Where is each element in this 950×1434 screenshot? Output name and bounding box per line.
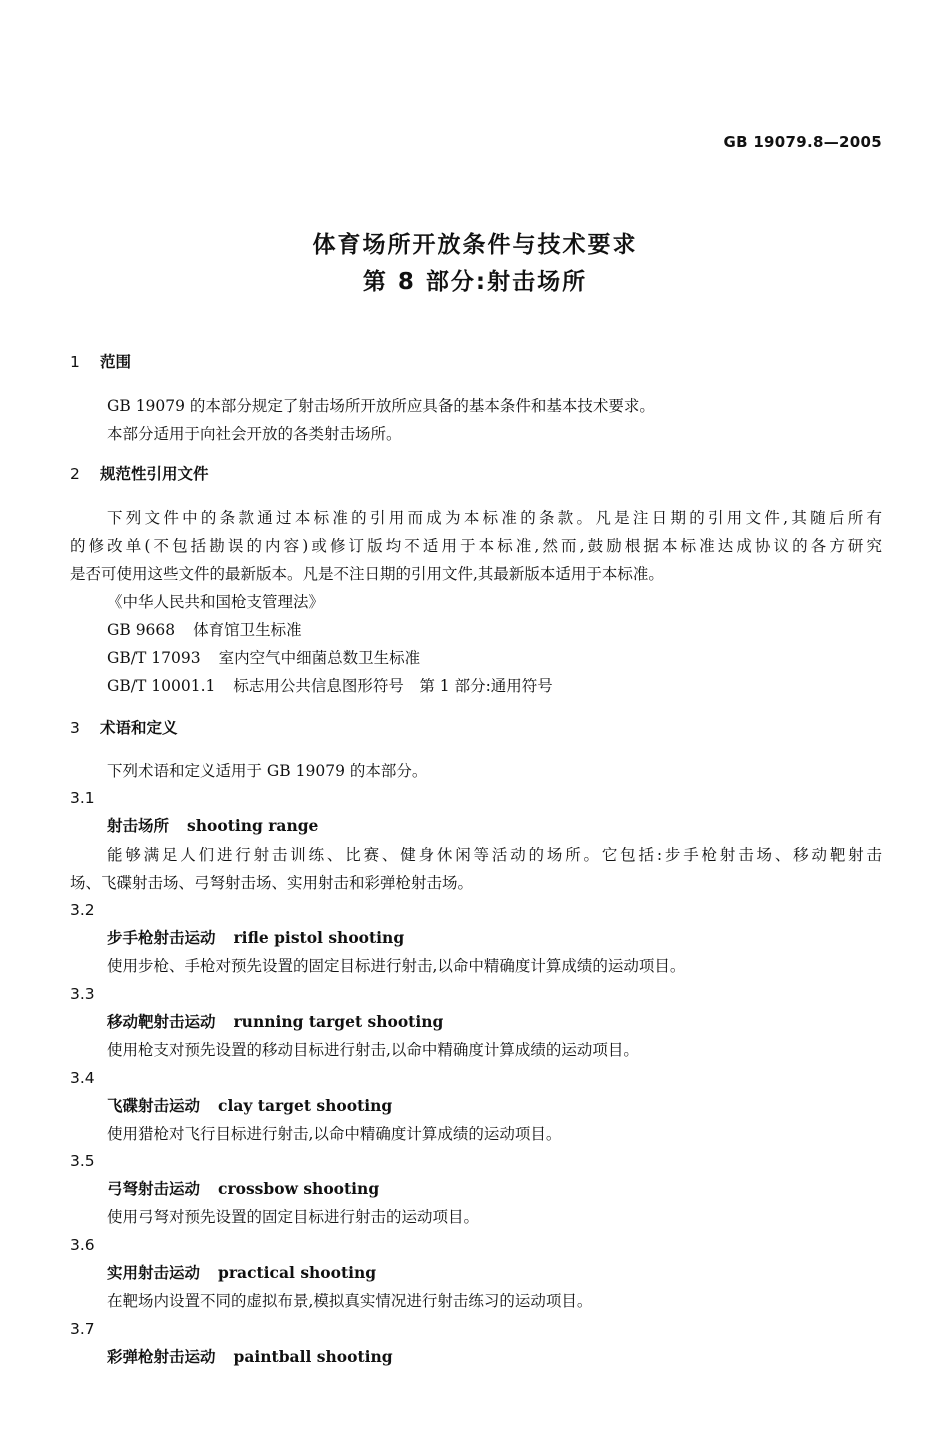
- term-chinese: 步手枪射击运动: [107, 929, 216, 947]
- term-english: rifle pistol shooting: [233, 928, 405, 947]
- section-2-heading: [70, 464, 882, 484]
- definition-line: 能够满足人们进行射击训练、比赛、健身休闲等活动的场所。它包括:步手枪射击场、移动靶射击: [107, 846, 882, 864]
- term-line: [107, 1179, 882, 1199]
- term-line: [107, 1263, 882, 1283]
- section-number: 1: [70, 353, 80, 371]
- reference-item: [107, 676, 882, 696]
- term-english: running target shooting: [233, 1012, 444, 1031]
- section-1-heading: [70, 352, 882, 372]
- section-number: 2: [70, 465, 80, 483]
- reference-code: GB/T 17093: [107, 649, 201, 667]
- term-chinese: 实用射击运动: [107, 1264, 201, 1282]
- term-line: [107, 1096, 882, 1116]
- document-code: GB 19079.8—2005: [723, 133, 882, 151]
- reference-code: GB 9668: [107, 621, 176, 639]
- term-chinese: 移动靶射击运动: [107, 1013, 216, 1031]
- section-title: 术语和定义: [100, 719, 178, 737]
- paragraph-line: 下列文件中的条款通过本标准的引用而成为本标准的条款。凡是注日期的引用文件,其随后所有: [107, 509, 882, 527]
- clause-number: 3.7: [70, 1320, 95, 1338]
- reference-title: 体育馆卫生标准: [193, 621, 302, 639]
- term-english: crossbow shooting: [218, 1179, 380, 1198]
- clause-number: 3.3: [70, 985, 95, 1003]
- clause-number: 3.5: [70, 1152, 95, 1170]
- section-title: 规范性引用文件: [100, 465, 209, 483]
- clause-number: 3.2: [70, 901, 95, 919]
- clause-number: 3.1: [70, 789, 95, 807]
- section-number: 3: [70, 719, 80, 737]
- definition-line: 使用猎枪对飞行目标进行射击,以命中精确度计算成绩的运动项目。: [107, 1125, 562, 1143]
- term-english: clay target shooting: [218, 1096, 393, 1115]
- term-chinese: 彩弹枪射击运动: [107, 1348, 216, 1366]
- reference-title: 标志用公共信息图形符号 第 1 部分:通用符号: [233, 677, 553, 695]
- term-line: [107, 816, 882, 836]
- reference-code: GB/T 10001.1: [107, 677, 216, 695]
- term-chinese: 飞碟射击运动: [107, 1097, 201, 1115]
- term-chinese: 射击场所: [107, 817, 170, 835]
- term-line: [107, 1012, 882, 1032]
- definition-line: 使用弓弩对预先设置的固定目标进行射击的运动项目。: [107, 1208, 480, 1226]
- paragraph-line: 是否可使用这些文件的最新版本。凡是不注日期的引用文件,其最新版本适用于本标准。: [70, 565, 664, 583]
- reference-item: [107, 648, 882, 668]
- clause-number: 3.4: [70, 1069, 95, 1087]
- reference-title: 《中华人民共和国枪支管理法》: [107, 593, 325, 611]
- paragraph: GB 19079 的本部分规定了射击场所开放所应具备的基本条件和基本技术要求。: [107, 397, 655, 415]
- term-english: shooting range: [187, 816, 319, 835]
- term-line: [107, 1347, 882, 1367]
- term-english: paintball shooting: [233, 1347, 393, 1366]
- section-3-heading: [70, 718, 882, 738]
- section-title: 范围: [100, 353, 132, 371]
- paragraph: 本部分适用于向社会开放的各类射击场所。: [107, 425, 402, 443]
- term-english: practical shooting: [218, 1263, 377, 1282]
- clause-number: 3.6: [70, 1236, 95, 1254]
- term-line: [107, 928, 882, 948]
- reference-item: [107, 592, 882, 612]
- reference-title: 室内空气中细菌总数卫生标准: [218, 649, 421, 667]
- document-subtitle: 第 8 部分:射击场所: [362, 269, 588, 295]
- definition-line: 场、飞碟射击场、弓弩射击场、实用射击和彩弹枪射击场。: [70, 874, 474, 892]
- paragraph-line: 的修改单(不包括勘误的内容)或修订版均不适用于本标准,然而,鼓励根据本标准达成协议的各方研究: [70, 537, 882, 555]
- definition-line: 使用步枪、手枪对预先设置的固定目标进行射击,以命中精确度计算成绩的运动项目。: [107, 957, 686, 975]
- reference-item: [107, 620, 882, 640]
- paragraph: 下列术语和定义适用于 GB 19079 的本部分。: [107, 762, 428, 780]
- document-title: 体育场所开放条件与技术要求: [312, 232, 638, 258]
- definition-line: 使用枪支对预先设置的移动目标进行射击,以命中精确度计算成绩的运动项目。: [107, 1041, 639, 1059]
- definition-line: 在靶场内设置不同的虚拟布景,模拟真实情况进行射击练习的运动项目。: [107, 1292, 593, 1310]
- term-chinese: 弓弩射击运动: [107, 1180, 201, 1198]
